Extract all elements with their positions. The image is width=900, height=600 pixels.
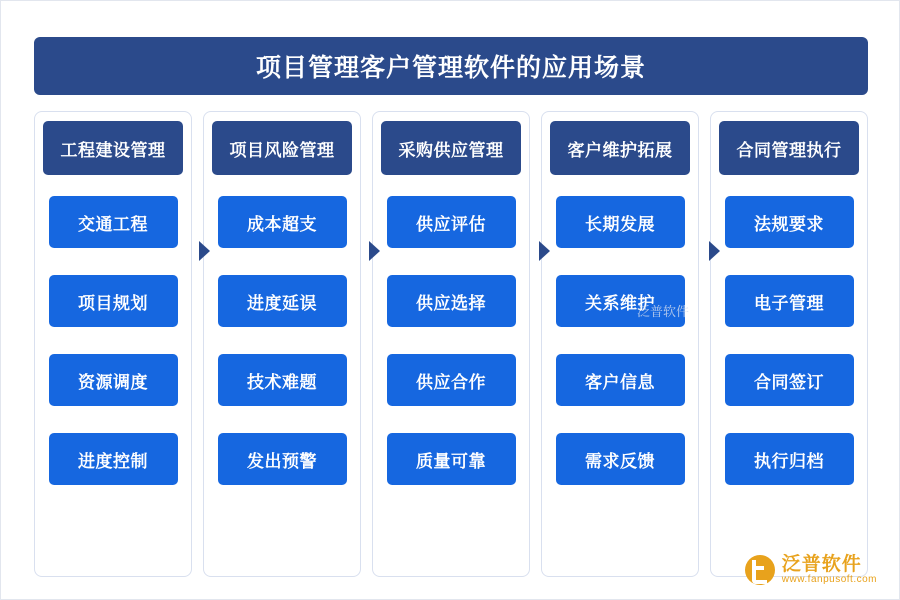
item-node[interactable]: 进度控制 bbox=[49, 433, 178, 485]
item-node[interactable]: 发出预警 bbox=[218, 433, 347, 485]
item-node[interactable]: 供应合作 bbox=[387, 354, 516, 406]
item-node[interactable]: 电子管理 bbox=[725, 275, 854, 327]
column-items bbox=[382, 196, 520, 485]
item-node[interactable]: 成本超支 bbox=[218, 196, 347, 248]
column-items bbox=[44, 196, 182, 485]
item-node[interactable]: 质量可靠 bbox=[387, 433, 516, 485]
item-node[interactable]: 资源调度 bbox=[49, 354, 178, 406]
item-node[interactable]: 需求反馈 bbox=[556, 433, 685, 485]
item-node[interactable]: 项目规划 bbox=[49, 275, 178, 327]
column-engineering-construction bbox=[34, 111, 192, 577]
column-header: 工程建设管理 bbox=[43, 121, 183, 175]
item-node[interactable]: 长期发展 bbox=[556, 196, 685, 248]
column-header: 客户维护拓展 bbox=[550, 121, 690, 175]
column-header: 项目风险管理 bbox=[212, 121, 352, 175]
item-node[interactable]: 法规要求 bbox=[725, 196, 854, 248]
brand-text bbox=[782, 555, 877, 585]
arrow-right-icon bbox=[199, 241, 210, 261]
item-node[interactable]: 技术难题 bbox=[218, 354, 347, 406]
item-node[interactable]: 执行归档 bbox=[725, 433, 854, 485]
column-items bbox=[720, 196, 858, 485]
column-items bbox=[551, 196, 689, 485]
item-node[interactable]: 进度延误 bbox=[218, 275, 347, 327]
column-header: 合同管理执行 bbox=[719, 121, 859, 175]
column-customer-maintenance bbox=[541, 111, 699, 577]
arrow-right-icon bbox=[539, 241, 550, 261]
item-node[interactable]: 交通工程 bbox=[49, 196, 178, 248]
item-node[interactable]: 客户信息 bbox=[556, 354, 685, 406]
brand-mark-icon bbox=[745, 555, 775, 585]
column-items bbox=[213, 196, 351, 485]
column-risk-management bbox=[203, 111, 361, 577]
brand-logo bbox=[745, 555, 877, 585]
diagram-title: 项目管理客户管理软件的应用场景 bbox=[34, 37, 868, 95]
item-node[interactable]: 合同签订 bbox=[725, 354, 854, 406]
brand-name: 泛普软件 bbox=[781, 553, 862, 575]
item-node[interactable]: 供应评估 bbox=[387, 196, 516, 248]
column-contract-management bbox=[710, 111, 868, 577]
columns-container bbox=[34, 111, 868, 577]
item-node[interactable]: 关系维护 bbox=[556, 275, 685, 327]
arrow-right-icon bbox=[369, 241, 380, 261]
column-procurement-supply bbox=[372, 111, 530, 577]
arrow-right-icon bbox=[709, 241, 720, 261]
watermark-text: 泛普软件 bbox=[637, 304, 690, 319]
column-header: 采购供应管理 bbox=[381, 121, 521, 175]
item-node[interactable]: 供应选择 bbox=[387, 275, 516, 327]
brand-url: www.fanpusoft.com bbox=[781, 573, 877, 585]
